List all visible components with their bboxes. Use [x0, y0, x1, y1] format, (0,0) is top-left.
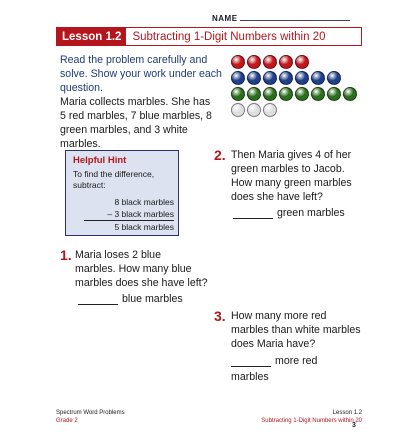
name-field[interactable] [240, 20, 350, 21]
lesson-tag: Lesson 1.2 [57, 28, 126, 45]
question-line: How many green marbles [231, 177, 352, 189]
question-text [231, 148, 381, 204]
footer-right [250, 409, 362, 425]
marble-row-red [231, 55, 357, 69]
question-line: Then Maria gives 4 of her [231, 149, 352, 161]
hint-equation-line: 8 black marbles [114, 197, 174, 207]
question-line: does Maria have? [231, 338, 316, 350]
question-text [75, 248, 225, 290]
question-number: 1. [60, 247, 72, 263]
answer-blank[interactable] [231, 355, 271, 367]
marble-row-white [231, 103, 357, 117]
blue-marble [247, 71, 261, 85]
blue-marble [295, 71, 309, 85]
answer-unit: more red [275, 355, 318, 367]
question-line: marbles than white marbles [231, 324, 361, 336]
white-marble [247, 103, 261, 117]
question-number: 3. [214, 308, 226, 324]
page-number: 3 [352, 422, 356, 429]
story-line: Maria collects marbles. She has [60, 96, 211, 108]
red-marble [231, 55, 245, 69]
green-marble [311, 87, 325, 101]
story-line: green marbles, and 3 white marbles. [60, 124, 188, 150]
blue-marble [327, 71, 341, 85]
instructions [60, 53, 228, 95]
story-line: 5 red marbles, 7 blue marbles, 8 [60, 110, 212, 122]
green-marble [327, 87, 341, 101]
answer-blank[interactable] [78, 293, 118, 305]
hint-equation-result: 5 black marbles [114, 222, 174, 232]
blue-marble [279, 71, 293, 85]
answer-blank[interactable] [233, 207, 273, 219]
green-marble [231, 87, 245, 101]
hint-text-line: subtract: [73, 179, 106, 190]
answer-unit-continued: marbles [231, 371, 269, 383]
lesson-header [56, 27, 362, 46]
question-line: How many more red [231, 310, 327, 322]
red-marble [247, 55, 261, 69]
answer-line [231, 355, 317, 367]
answer-line [233, 207, 345, 219]
footer-lesson: Lesson 1.2 [332, 410, 362, 416]
hint-equation-line: – 3 black marbles [84, 208, 174, 221]
red-marble [295, 55, 309, 69]
white-marble [263, 103, 277, 117]
marble-row-blue [231, 71, 357, 85]
question-line: marbles does she have left? [75, 277, 208, 289]
answer-line [78, 293, 183, 305]
question-line: green marbles to Jacob. [231, 163, 345, 175]
footer-grade: Grade 2 [56, 418, 78, 424]
marble-row-green [231, 87, 357, 101]
green-marble [295, 87, 309, 101]
answer-unit: blue marbles [122, 293, 183, 305]
instructions-line: solve. Show your work under each [60, 68, 222, 80]
footer-lesson-title: Subtracting 1-Digit Numbers within 20 [261, 418, 362, 424]
blue-marble [263, 71, 277, 85]
question-text [231, 309, 381, 351]
question-line: marbles. How many blue [75, 263, 192, 275]
instructions-line: Read the problem carefully and [60, 54, 208, 66]
white-marble [231, 103, 245, 117]
lesson-title: Subtracting 1-Digit Numbers within 20 [132, 30, 326, 43]
instructions-line: question. [60, 82, 103, 94]
hint-text [73, 169, 177, 190]
answer-unit: green marbles [277, 207, 345, 219]
blue-marble [231, 71, 245, 85]
question-line: does she have left? [231, 191, 323, 203]
red-marble [279, 55, 293, 69]
question-line: Maria loses 2 blue [75, 249, 161, 261]
marbles-illustration [231, 55, 357, 119]
red-marble [263, 55, 277, 69]
hint-text-line: To find the difference, [73, 169, 155, 179]
footer-left [56, 409, 125, 425]
question-number: 2. [214, 147, 226, 163]
green-marble [247, 87, 261, 101]
blue-marble [311, 71, 325, 85]
helpful-hint-box [65, 150, 179, 236]
green-marble [263, 87, 277, 101]
green-marble [279, 87, 293, 101]
name-label: NAME [212, 14, 238, 23]
footer-book-title: Spectrum Word Problems [56, 410, 125, 416]
green-marble [343, 87, 357, 101]
hint-equation [84, 196, 174, 233]
story-text [60, 95, 230, 151]
hint-title: Helpful Hint [73, 155, 127, 166]
